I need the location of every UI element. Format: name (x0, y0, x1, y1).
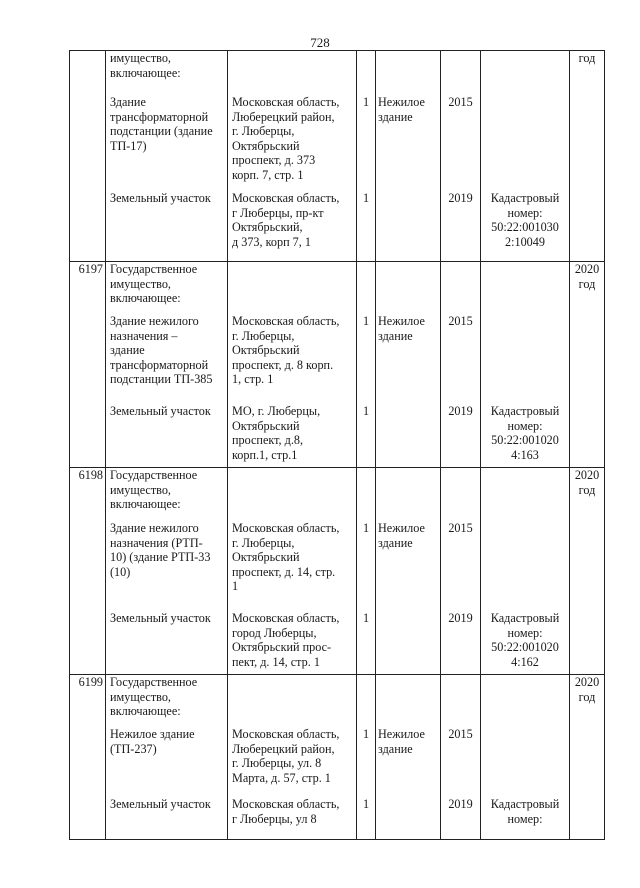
text-line: Государственное (110, 262, 198, 276)
text-line: здание (378, 741, 413, 756)
text-line: 4:163 (511, 447, 539, 462)
text-line: корп. 7, стр. 1 (232, 167, 304, 182)
item-block (359, 521, 373, 611)
item-block (359, 797, 373, 839)
item-block (483, 314, 567, 404)
text-line: номер: (507, 625, 543, 640)
text-line: Кадастровый (490, 404, 560, 418)
text-line: 50:22:001020 (491, 433, 559, 448)
cadastral-note-cell (481, 262, 570, 468)
building-type-cell (376, 675, 441, 840)
item-block (230, 262, 354, 314)
text-line: трансформаторной (110, 109, 209, 124)
text-line: Нежилое (378, 95, 425, 109)
object-name-cell (106, 51, 228, 262)
text-line: г Люберцы, пр-кт (232, 205, 324, 220)
text-line: ТП-17) (110, 138, 147, 153)
item-block (230, 404, 354, 467)
inclusion-year-cell (570, 468, 605, 675)
table-row (70, 675, 605, 840)
text-line: Здание нежилого (110, 521, 199, 535)
text-line: Октябрьский (232, 138, 300, 153)
object-name-cell (106, 675, 228, 840)
item-block (230, 727, 354, 797)
record-number: 6197 (70, 262, 106, 468)
table-row (70, 262, 605, 468)
text-line: Кадастровый (490, 611, 560, 625)
text-line: 50:22:001030 (491, 220, 559, 235)
item-block (378, 314, 438, 404)
text-line: г. Люберцы, (232, 535, 295, 550)
text-line: 1 (362, 521, 370, 535)
item-block (108, 611, 225, 674)
address-cell (228, 51, 357, 262)
text-line: г. Люберцы, (232, 328, 295, 343)
item-block (483, 675, 567, 727)
object-name-cell (106, 262, 228, 468)
text-line: Здание (110, 95, 146, 109)
text-line: 1 (362, 191, 370, 205)
text-line: д 373, корп 7, 1 (232, 234, 311, 249)
building-type-cell (376, 51, 441, 262)
item-block (359, 51, 373, 95)
text-line: Московская область, (232, 521, 340, 535)
text-line: МО, г. Люберцы, (232, 404, 321, 418)
text-line: 1 (362, 314, 370, 328)
item-block (108, 51, 225, 95)
text-line: Здание нежилого (110, 314, 199, 328)
text-line: г Люберцы, ул 8 (232, 811, 317, 826)
building-type-cell (376, 262, 441, 468)
cadastral-note-cell (481, 675, 570, 840)
text-line: здание (110, 343, 145, 358)
text-line: подстанции ТП-385 (110, 372, 213, 387)
item-block (483, 797, 567, 839)
item-block (108, 262, 225, 314)
item-block (443, 797, 478, 839)
item-block (108, 468, 225, 521)
record-number: 6199 (70, 675, 106, 840)
text-line: 2019 (448, 611, 473, 625)
text-line: год (578, 276, 596, 291)
address-cell (228, 262, 357, 468)
text-line: номер: (507, 418, 543, 433)
item-block (359, 314, 373, 404)
text-line: Нежилое (378, 314, 425, 328)
item-block (108, 95, 225, 191)
text-line: пект, д. 14, стр. 1 (232, 654, 320, 669)
year-cell (441, 51, 481, 262)
text-line: корп.1, стр.1 (232, 447, 298, 462)
building-type-cell (376, 468, 441, 675)
text-line: 2019 (448, 797, 473, 811)
item-block (378, 521, 438, 611)
text-line: Нежилое (378, 521, 425, 535)
text-line: 2:10049 (505, 234, 545, 249)
text-line: Нежилое здание (110, 727, 195, 741)
text-line: Московская область, (232, 611, 340, 625)
text-line: 1, стр. 1 (232, 372, 274, 387)
text-line: имущество, (110, 689, 171, 704)
inclusion-year-cell (570, 675, 605, 840)
item-block (359, 404, 373, 467)
text-line: 2019 (448, 404, 473, 418)
text-line: год (578, 482, 596, 497)
item-block (359, 191, 373, 261)
text-line: 1 (362, 727, 370, 741)
text-line: Московская область, (232, 314, 340, 328)
item-block (443, 262, 478, 314)
year-cell (441, 675, 481, 840)
item-block (230, 314, 354, 404)
text-line: проспект, д.8, (232, 433, 304, 448)
text-line: включающее: (110, 497, 181, 512)
address-cell (228, 468, 357, 675)
item-block (378, 611, 438, 674)
text-line: назначения – (110, 328, 178, 343)
text-line: 10) (здание РТП-33 (110, 550, 211, 565)
text-line: подстанции (здание (110, 124, 213, 139)
item-block (443, 314, 478, 404)
item-block (483, 727, 567, 797)
item-block (230, 191, 354, 261)
text-line: (ТП-237) (110, 741, 157, 756)
text-line: 1 (362, 404, 370, 418)
text-line: Кадастровый (490, 797, 560, 811)
text-line: 2015 (448, 727, 473, 741)
year-cell (441, 468, 481, 675)
text-line: Московская область, (232, 727, 340, 741)
text-line: включающее: (110, 65, 181, 80)
cadastral-note-cell (481, 468, 570, 675)
text-line: 1 (362, 611, 370, 625)
text-line: здание (378, 535, 413, 550)
text-line: Государственное (110, 675, 198, 689)
item-block (230, 51, 354, 95)
item-block (359, 95, 373, 191)
item-block (483, 611, 567, 674)
text-line: Земельный участок (110, 404, 211, 418)
text-line: Земельный участок (110, 191, 211, 205)
item-block (443, 521, 478, 611)
text-line: 2019 (448, 191, 473, 205)
item-block (483, 468, 567, 521)
item-block (108, 727, 225, 797)
property-table (69, 50, 605, 840)
item-block (230, 611, 354, 674)
quantity-cell (357, 51, 376, 262)
item-block (443, 404, 478, 467)
text-line: (10) (110, 564, 131, 579)
text-line: Кадастровый (490, 191, 560, 205)
text-line: проспект, д. 14, стр. (232, 564, 336, 579)
text-line: 2015 (448, 314, 473, 328)
item-block (230, 797, 354, 839)
text-line: Люберецкий район, (232, 109, 335, 124)
text-line: здание (378, 109, 413, 124)
item-block (483, 521, 567, 611)
text-line: включающее: (110, 704, 181, 719)
text-line: г. Люберцы, (232, 124, 295, 139)
text-line: 1 (362, 95, 370, 109)
item-block (359, 611, 373, 674)
text-line: Нежилое (378, 727, 425, 741)
text-line: 50:22:001020 (491, 640, 559, 655)
text-line: 2020 (574, 675, 600, 689)
item-block (230, 675, 354, 727)
text-line: 2015 (448, 95, 473, 109)
inclusion-year-cell (570, 51, 605, 262)
item-block (443, 727, 478, 797)
text-line: здание (378, 328, 413, 343)
text-line: имущество, (110, 276, 171, 291)
text-line: Октябрьский (232, 343, 300, 358)
text-line: 1 (232, 579, 239, 594)
text-line: город Люберцы, (232, 625, 317, 640)
text-line: 2015 (448, 521, 473, 535)
inclusion-year-cell (570, 262, 605, 468)
item-block (378, 404, 438, 467)
text-line: имущество, (110, 482, 171, 497)
text-line: номер: (507, 205, 543, 220)
text-line: Октябрьский (232, 550, 300, 565)
item-block (230, 95, 354, 191)
item-block (359, 675, 373, 727)
item-block (443, 95, 478, 191)
text-line: г. Люберцы, ул. 8 (232, 756, 322, 771)
quantity-cell (357, 262, 376, 468)
text-line: проспект, д. 8 корп. (232, 357, 334, 372)
item-block (483, 404, 567, 467)
text-line: Люберецкий район, (232, 741, 335, 756)
item-block (359, 727, 373, 797)
item-block (378, 675, 438, 727)
item-block (443, 191, 478, 261)
text-line: Московская область, (232, 797, 340, 811)
item-block (230, 521, 354, 611)
item-block (378, 727, 438, 797)
text-line: трансформаторной (110, 357, 209, 372)
text-line: Московская область, (232, 95, 340, 109)
text-line: Земельный участок (110, 611, 211, 625)
item-block (378, 95, 438, 191)
page-number: 728 (310, 35, 330, 50)
text-line: Октябрьский прос- (232, 640, 332, 655)
table-row (70, 468, 605, 675)
text-line: Марта, д. 57, стр. 1 (232, 770, 331, 785)
item-block (108, 521, 225, 611)
item-block (108, 314, 225, 404)
text-line: Московская область, (232, 191, 340, 205)
item-block (378, 468, 438, 521)
record-number: 6198 (70, 468, 106, 675)
item-block (443, 468, 478, 521)
text-line: проспект, д. 373 (232, 153, 316, 168)
item-block (483, 95, 567, 191)
text-line: назначения (РТП- (110, 535, 203, 550)
year-cell (441, 262, 481, 468)
text-line: 2020 (574, 262, 600, 276)
text-line: Октябрьский (232, 418, 300, 433)
text-line: 4:162 (511, 654, 539, 669)
item-block (443, 51, 478, 95)
text-line: имущество, (110, 51, 171, 65)
item-block (108, 191, 225, 261)
item-block (443, 675, 478, 727)
item-block (483, 191, 567, 261)
text-line: Государственное (110, 468, 198, 482)
item-block (378, 191, 438, 261)
text-line: 2020 (574, 468, 600, 482)
text-line: Октябрьский, (232, 220, 303, 235)
item-block (230, 468, 354, 521)
text-line: Земельный участок (110, 797, 211, 811)
text-line: год (578, 51, 596, 65)
item-block (108, 797, 225, 839)
item-block (483, 51, 567, 95)
record-number (70, 51, 106, 262)
text-line: включающее: (110, 291, 181, 306)
text-line: номер: (507, 811, 543, 826)
object-name-cell (106, 468, 228, 675)
quantity-cell (357, 468, 376, 675)
cadastral-note-cell (481, 51, 570, 262)
item-block (108, 675, 225, 727)
item-block (378, 797, 438, 839)
text-line: год (578, 689, 596, 704)
quantity-cell (357, 675, 376, 840)
address-cell (228, 675, 357, 840)
item-block (359, 468, 373, 521)
item-block (483, 262, 567, 314)
item-block (359, 262, 373, 314)
table-row (70, 51, 605, 262)
item-block (443, 611, 478, 674)
item-block (108, 404, 225, 467)
text-line: 1 (362, 797, 370, 811)
item-block (378, 51, 438, 95)
item-block (378, 262, 438, 314)
